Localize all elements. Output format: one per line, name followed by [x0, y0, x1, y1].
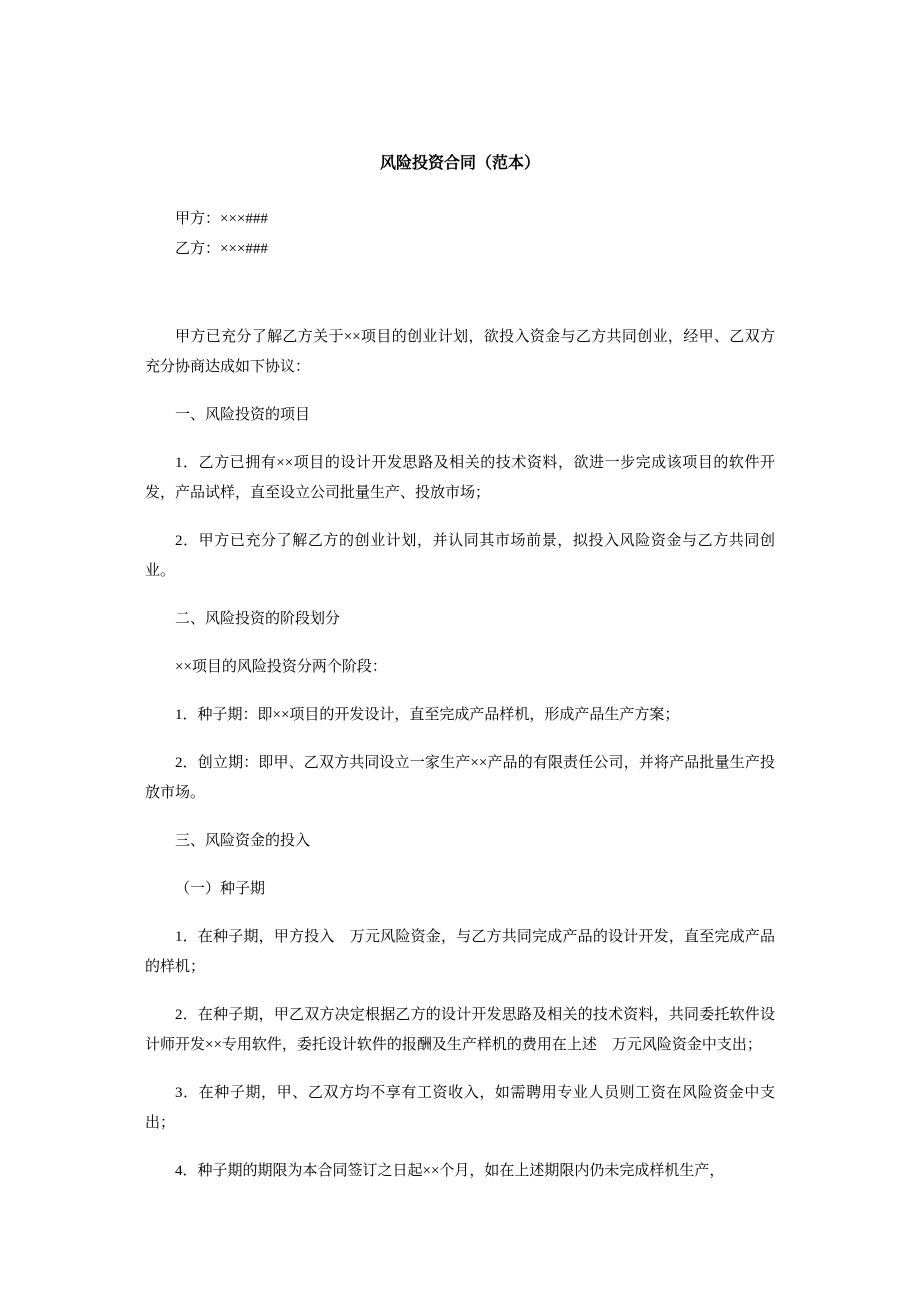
- heading-section-2: 二、风险投资的阶段划分: [175, 611, 341, 627]
- paragraph-3-4: 4．种子期的期限为本合同签订之日起××个月，如在上述期限内仍未完成样机生产，: [175, 1163, 725, 1179]
- paragraph-2-intro: ××项目的风险投资分两个阶段：: [175, 659, 387, 675]
- paragraph-2-1: 1．种子期：即××项目的开发设计，直至完成产品样机，形成产品生产方案；: [175, 707, 680, 723]
- paragraph-3-1: 1．在种子期，甲方投入 万元风险资金，与乙方共同完成产品的设计开发，直至完成产品的样机；: [145, 929, 775, 975]
- party-b-line: 乙方：×××###: [175, 241, 268, 257]
- heading-section-1: 一、风险投资的项目: [175, 407, 311, 423]
- party-block: [145, 204, 775, 264]
- paragraph-3-3: 3．在种子期，甲、乙双方均不享有工资收入，如需聘用专业人员则工资在风险资金中支出；: [145, 1085, 775, 1131]
- party-a-line: 甲方：×××###: [175, 211, 268, 227]
- paragraph-3-2: 2．在种子期，甲乙双方决定根据乙方的设计开发思路及相关的技术资料，共同委托软件设计师开发××专用软件，委托设计软件的报酬及生产样机的费用在上述 万元风险资金中支出；: [145, 1007, 775, 1053]
- paragraph-2-2: 2．创立期：即甲、乙双方共同设立一家生产××产品的有限责任公司，并将产品批量生产投放市场。: [145, 755, 775, 801]
- heading-section-3: 三、风险资金的投入: [175, 833, 311, 849]
- paragraph-1-2: 2．甲方已充分了解乙方的创业计划，并认同其市场前景，拟投入风险资金与乙方共同创业。: [145, 533, 775, 579]
- document-title: 风险投资合同（范本）: [379, 155, 540, 172]
- heading-seed-phase: （一）种子期: [175, 881, 266, 897]
- paragraph-intro: 甲方已充分了解乙方关于××项目的创业计划，欲投入资金与乙方共同创业，经甲、乙双方充分协商达成如下协议：: [145, 329, 775, 375]
- paragraph-1-1: 1．乙方已拥有××项目的设计开发思路及相关的技术资料，欲进一步完成该项目的软件开发，产品试样，直至设立公司批量生产、投放市场；: [145, 455, 775, 501]
- document-body: [145, 322, 775, 1186]
